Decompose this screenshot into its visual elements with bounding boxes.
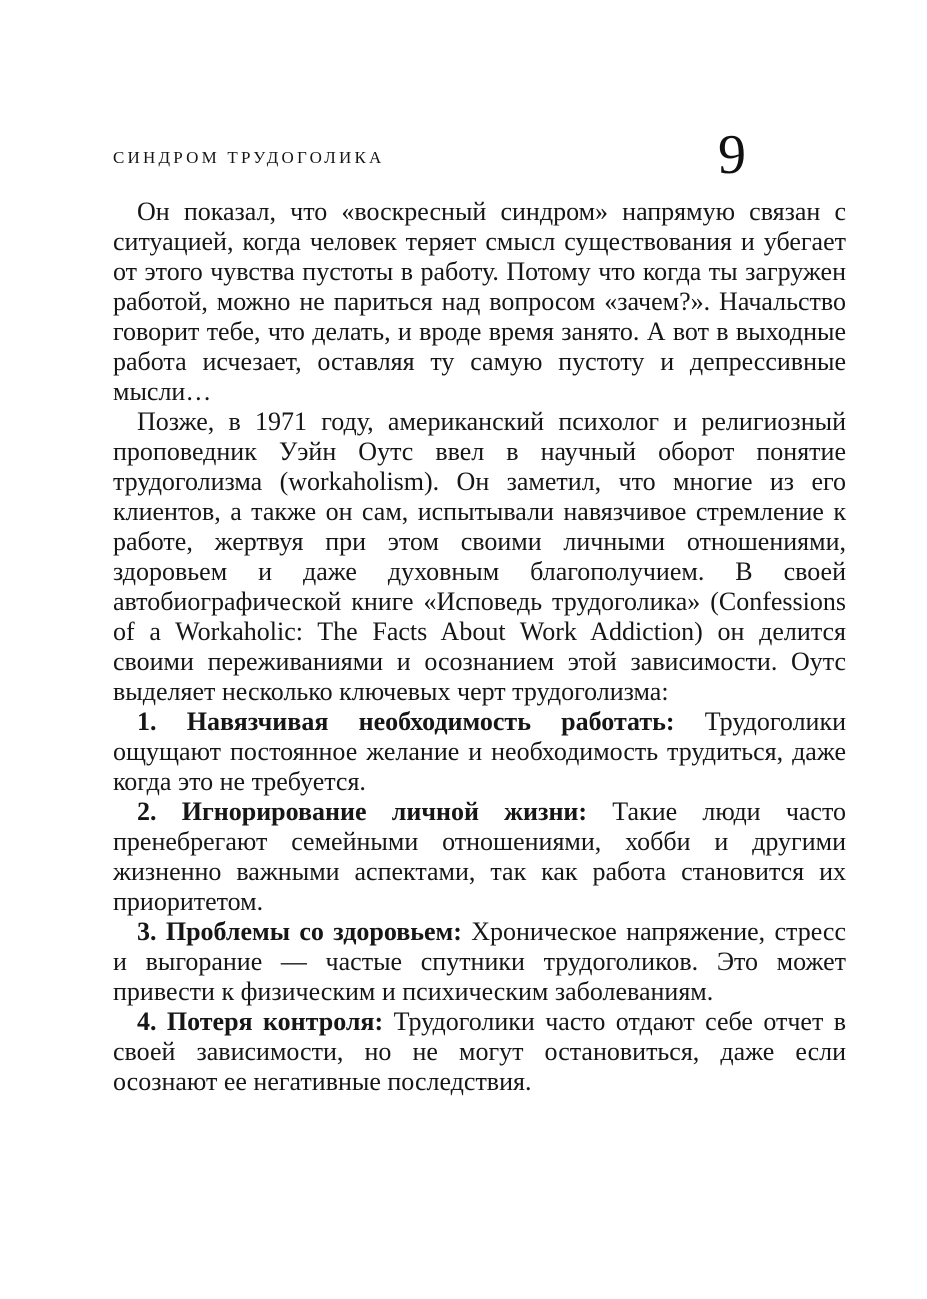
trait-item (113, 707, 846, 797)
trait-item (113, 917, 846, 1007)
trait-lead: 3. Проблемы со здоровьем: (137, 917, 462, 946)
trait-item (113, 797, 846, 917)
page-body (113, 197, 846, 1097)
trait-lead: 2. Игнорирование личной жизни: (137, 797, 588, 826)
trait-lead: 4. Потеря контроля: (137, 1007, 384, 1036)
running-header-title: СИНДРОМ ТРУДОГОЛИКА (113, 148, 385, 167)
trait-lead: 1. Навязчивая необходимость работать: (137, 707, 675, 736)
page-number: 9 (718, 124, 746, 186)
paragraph: Позже, в 1971 году, американский психолог и религиозный проповедник Уэйн Оутс ввел в научный оборот понятие трудоголизма (workaholism). Он заметил, что многие из его клиентов, а также он сам, испытывали навязчивое стремление к работе, жертвуя при этом своими личными отношениями, здоровьем и даже духовным благополучием. В своей автобиографической книге «Исповедь трудоголика» (Confessions of a Workaholic: The Facts About Work Addiction) он делится своими переживаниями и осознанием этой зависимости. Оутс выделяет несколько ключевых черт трудоголизма: (113, 407, 846, 706)
trait-item (113, 1007, 846, 1097)
trait-text: Трудоголики часто отдают себе отчет в своей зависимости, но не могут остановиться, даже если осознают ее негативные последствия. (113, 1007, 846, 1096)
trait-text: Хроническое напряжение, стресс и выгорание — частые спутники трудоголиков. Это может привести к физическим и психическим заболеваниям. (113, 917, 846, 1006)
paragraph: Он показал, что «воскресный синдром» напрямую связан с ситуацией, когда человек теряет смысл существования и убегает от этого чувства пустоты в работу. Потому что когда ты загружен работой, можно не париться над вопросом «зачем?». Начальство говорит тебе, что делать, и вроде время занято. А вот в выходные работа исчезает, оставляя ту самую пустоту и депрессивные мысли… (113, 197, 846, 406)
trait-text: Такие люди часто пренебрегают семейными отношениями, хобби и другими жизненно важными аспектами, так как работа становится их приоритетом. (113, 797, 846, 916)
trait-text: Трудоголики ощущают постоянное желание и необходимость трудиться, даже когда это не требуется. (113, 707, 847, 796)
